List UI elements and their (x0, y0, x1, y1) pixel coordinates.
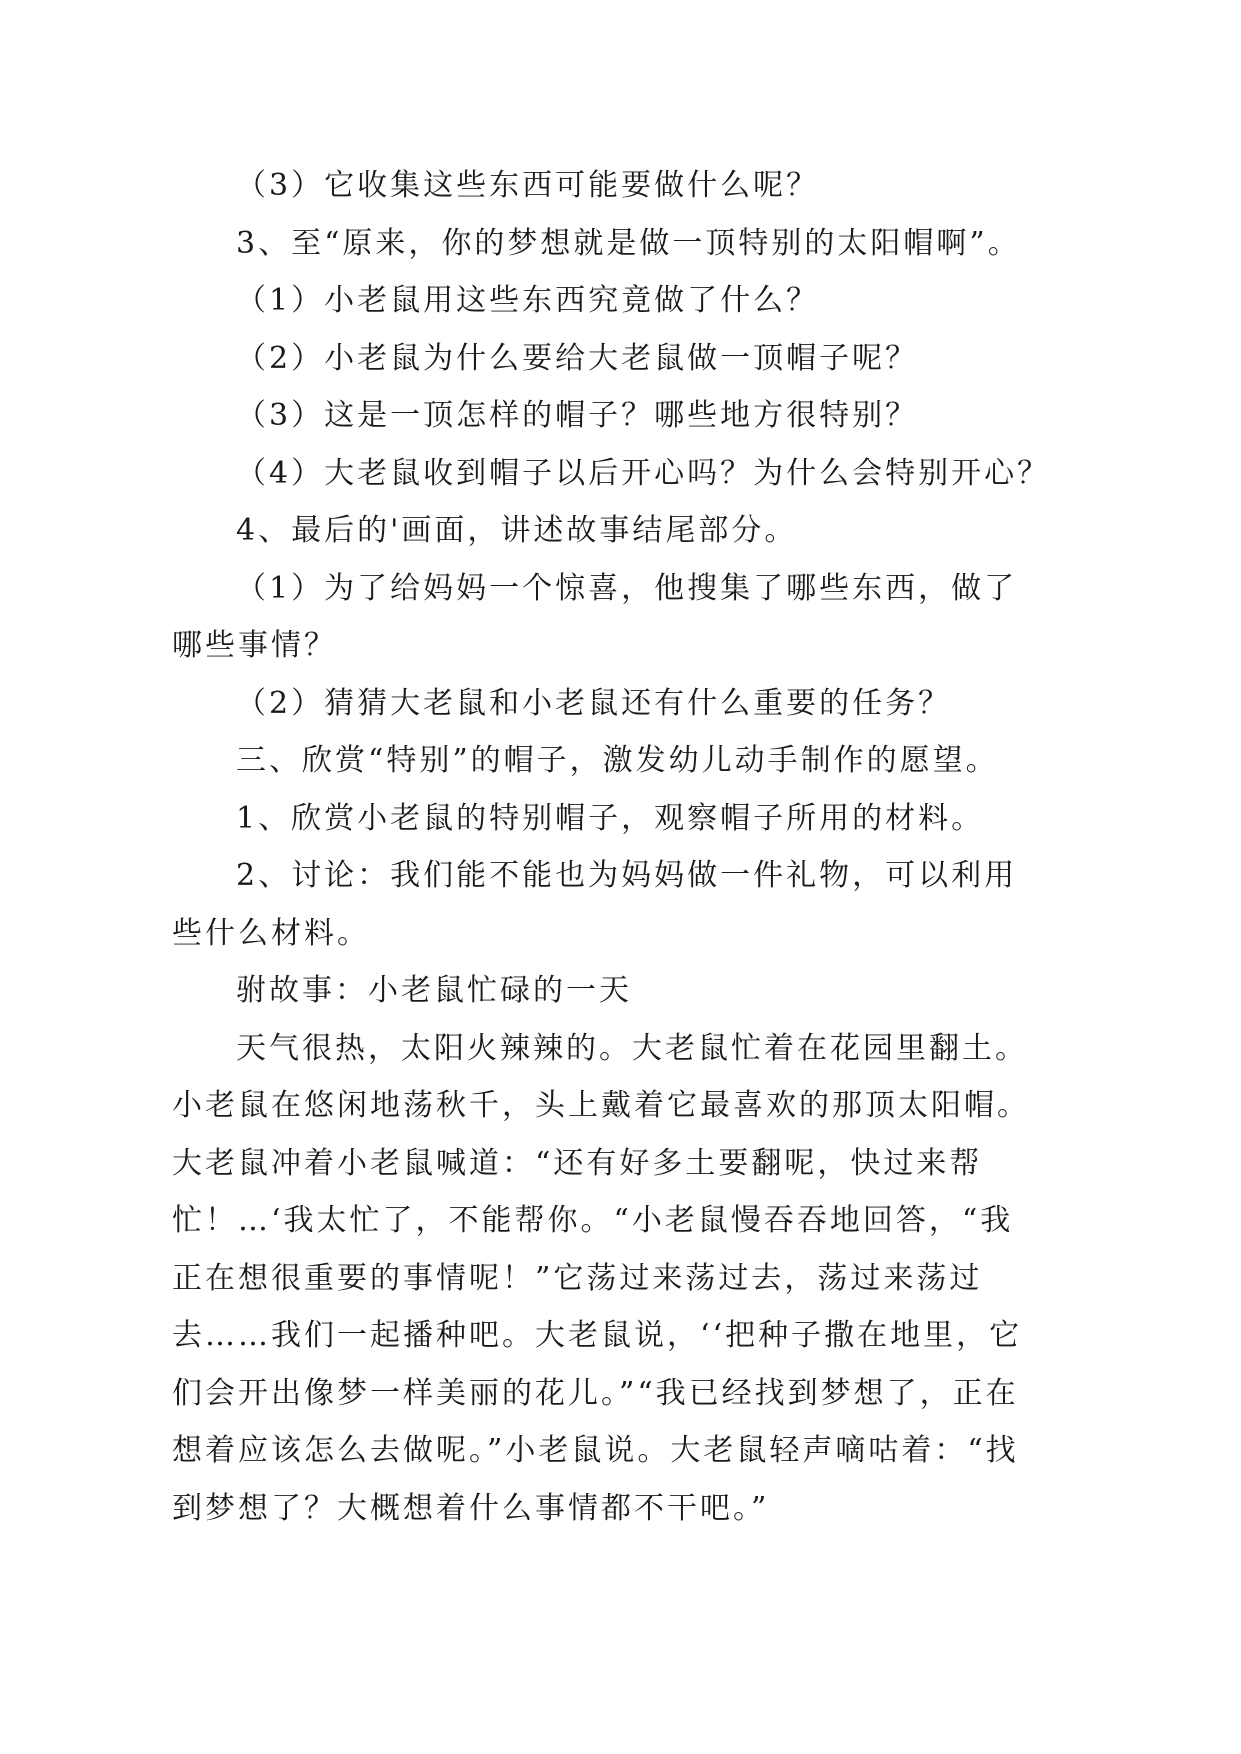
text-line: （4）大老鼠收到帽子以后开心吗？为什么会特别开心？ (236, 455, 1051, 491)
text-line: 4、最后的'画面，讲述故事结尾部分。 (236, 513, 798, 548)
text-line: 天气很热，太阳火辣辣的。大老鼠忙着在花园里翻土。 (236, 1030, 1028, 1066)
text-line: 到梦想了？大概想着什么事情都不干吧。” (172, 1490, 770, 1526)
section-heading: 三、欣赏“特别”的帽子，激发幼儿动手制作的愿望。 (236, 743, 999, 778)
text-line: 3、至“原来，你的梦想就是做一顶特别的太阳帽啊”。 (236, 225, 1021, 261)
text-line: （1）为了给妈妈一个惊喜，他搜集了哪些东西，做了 (236, 570, 1018, 606)
text-line: 哪些事情？ (172, 628, 337, 663)
text-line: 大老鼠冲着小老鼠喊道：“还有好多土要翻呢，快过来帮 (172, 1145, 983, 1181)
text-line: （3）它收集这些东西可能要做什么呢？ (236, 168, 820, 203)
story-title: 驸故事：小老鼠忙碌的一天 (236, 973, 632, 1008)
text-line: （3）这是一顶怎样的帽子？哪些地方很特别？ (236, 398, 919, 433)
document-body (172, 157, 1172, 1537)
text-line: 去……我们一起播种吧。大老鼠说，‘‘把种子撒在地里，它 (172, 1318, 1023, 1353)
text-line: （1）小老鼠用这些东西究竟做了什么？ (236, 283, 820, 318)
text-line: 小老鼠在悠闲地荡秋千，头上戴着它最喜欢的那顶太阳帽。 (172, 1088, 1030, 1123)
text-line: 忙！…‘我太忙了，不能帮你。“小老鼠慢吞吞地回答，“我 (172, 1203, 1014, 1238)
text-line: 想着应该怎么去做呢。”小老鼠说。大老鼠轻声嘀咕着：“找 (172, 1433, 1019, 1468)
text-line: 2、讨论：我们能不能也为妈妈做一件礼物，可以利用 (236, 858, 1018, 893)
text-line: 正在想很重要的事情呢！”它荡过来荡过去，荡过来荡过 (172, 1260, 983, 1296)
text-line: （2）猜猜大老鼠和小老鼠还有什么重要的任务？ (236, 685, 952, 721)
text-line: 们会开出像梦一样美丽的花儿。”“我已经找到梦想了，正在 (172, 1375, 1019, 1411)
text-line: 1、欣赏小老鼠的特别帽子，观察帽子所用的材料。 (236, 800, 985, 836)
text-line: 些什么材料。 (172, 915, 370, 951)
text-line: （2）小老鼠为什么要给大老鼠做一顶帽子呢？ (236, 340, 919, 376)
